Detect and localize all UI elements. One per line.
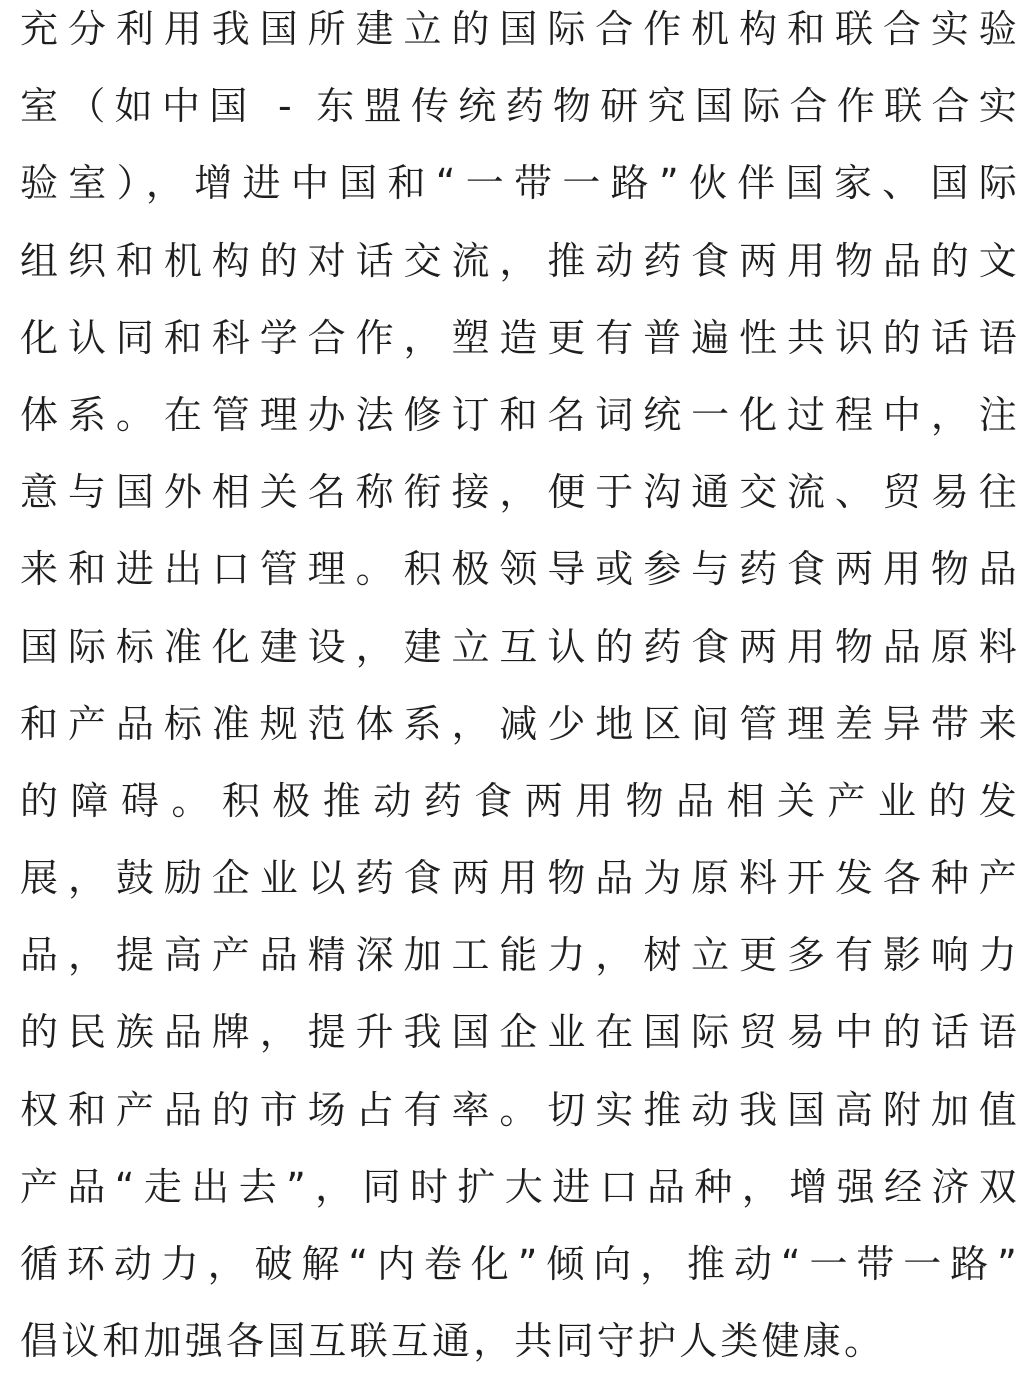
- paragraph-line: 的民族品牌，提升我国企业在国际贸易中的话语: [20, 1010, 1020, 1055]
- paragraph-line: 组织和机构的对话交流，推动药食两用物品的文: [20, 238, 1020, 283]
- paragraph-line: 和产品标准规范体系，减少地区间管理差异带来: [20, 701, 1020, 746]
- paragraph-line-last: 倡议和加强各国互联互通，共同守护人类健康。: [20, 1319, 886, 1364]
- paragraph-line: 展，鼓励企业以药食两用物品为原料开发各种产: [20, 856, 1020, 901]
- paragraph-line: 权和产品的市场占有率。切实推动我国高附加值: [20, 1087, 1020, 1132]
- paragraph-line: 室（如中国 - 东盟传统药物研究国际合作联合实: [20, 84, 1020, 129]
- paragraph-line: 验室），增进中国和“一带一路”伙伴国家、国际: [20, 161, 1020, 206]
- article-paragraph: [20, 7, 1020, 1396]
- paragraph-line: 的障碍。积极推动药食两用物品相关产业的发: [20, 778, 1020, 823]
- paragraph-line: 品，提高产品精深加工能力，树立更多有影响力: [20, 933, 1020, 978]
- paragraph-line: 体系。在管理办法修订和名词统一化过程中，注: [20, 392, 1020, 437]
- paragraph-line: 产品“走出去”，同时扩大进口品种，增强经济双: [20, 1164, 1020, 1209]
- paragraph-line: 国际标准化建设，建立互认的药食两用物品原料: [20, 624, 1020, 669]
- paragraph-line: 意与国外相关名称衔接，便于沟通交流、贸易往: [20, 470, 1020, 515]
- paragraph-line: 化认同和科学合作，塑造更有普遍性共识的话语: [20, 315, 1020, 360]
- paragraph-line: 充分利用我国所建立的国际合作机构和联合实验: [20, 7, 1020, 51]
- paragraph-line: 循环动力，破解“内卷化”倾向，推动“一带一路”: [20, 1242, 1020, 1286]
- paragraph-line: 来和进出口管理。积极领导或参与药食两用物品: [20, 547, 1020, 592]
